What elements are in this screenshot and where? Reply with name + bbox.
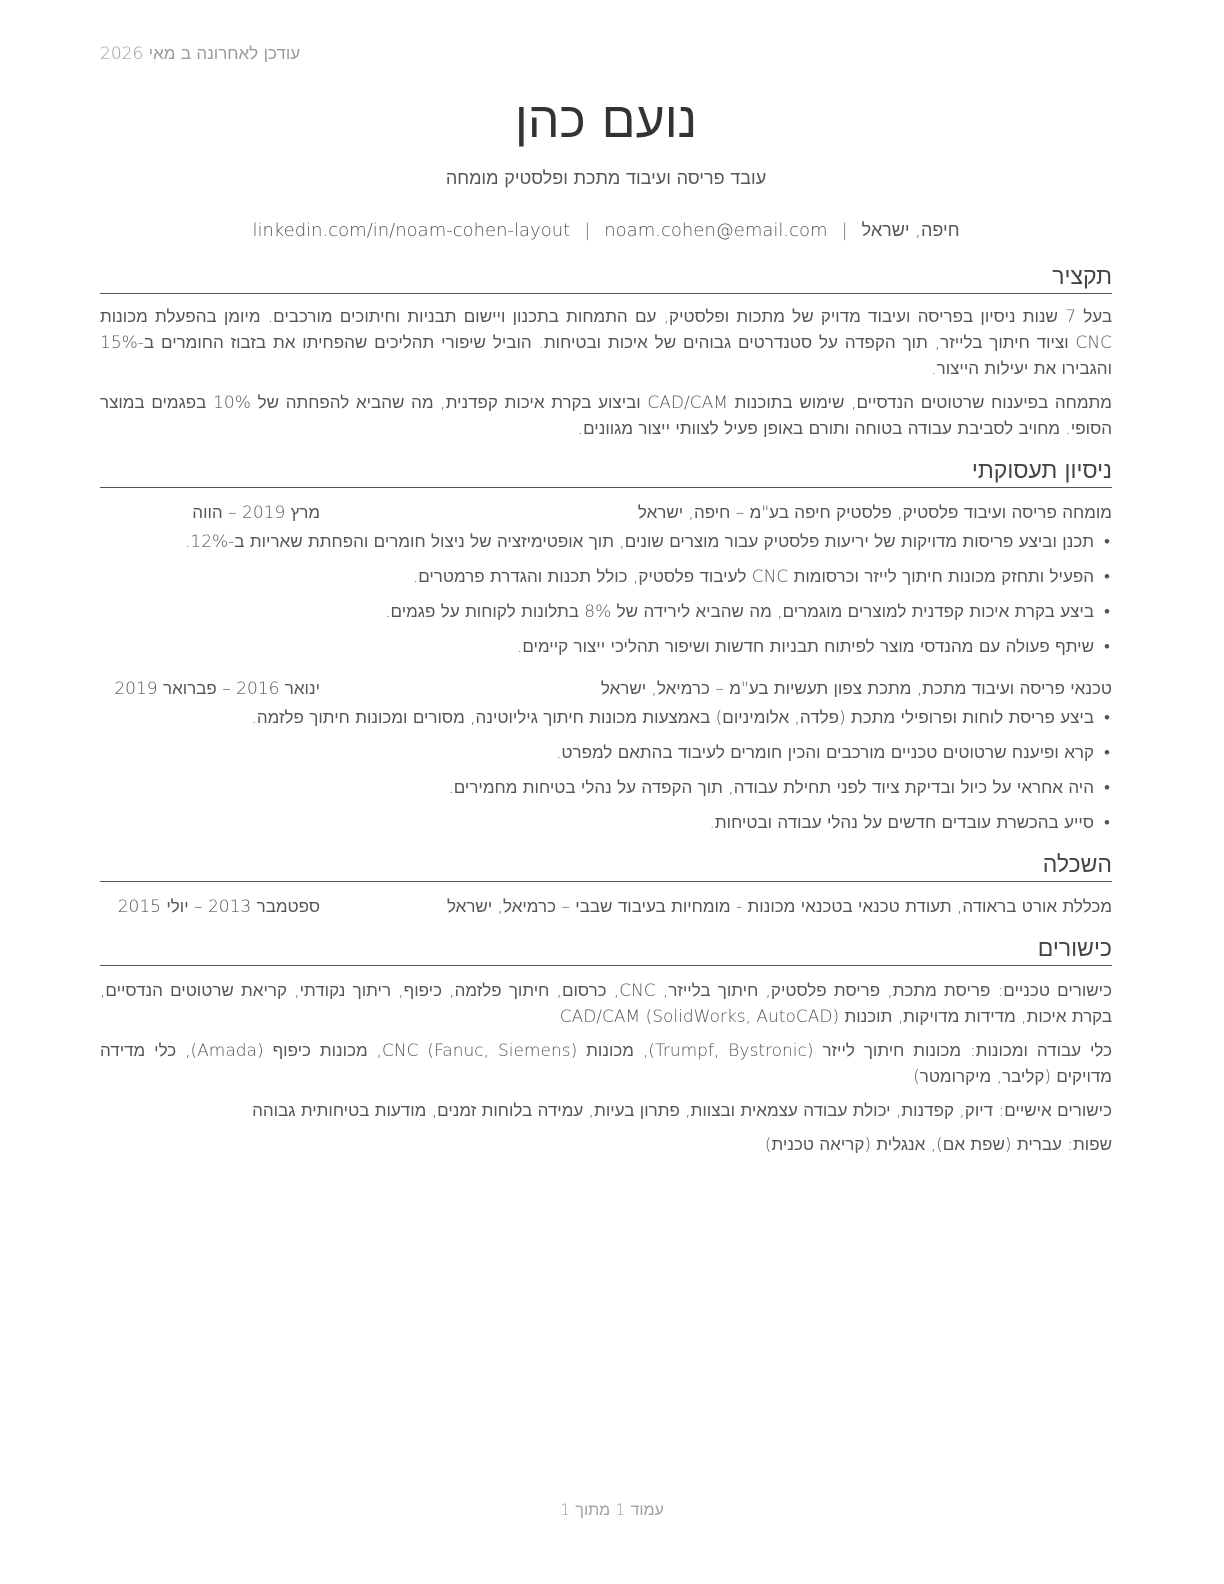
job-bullet: • סייע בהכשרת עובדים חדשים על נהלי עבודה ובטיחות.	[100, 810, 1112, 836]
job-bullet-list	[100, 529, 1112, 660]
job-bullet-list	[100, 705, 1112, 836]
education-heading: מכללת אורט בראודה, תעודת טכנאי בטכנאי מכונות - מומחיות בעיבוד שבבי – כרמיאל, ישראל	[447, 897, 1112, 917]
bullet-dot-icon: •	[1104, 813, 1110, 833]
job-heading: טכנאי פריסה ועיבוד מתכת, מתכת צפון תעשיות בע"מ – כרמיאל, ישראל	[600, 679, 1112, 699]
contact-line	[100, 218, 1112, 244]
job-header	[100, 676, 1112, 702]
job-dates: ינואר 2016 – פברואר 2019	[114, 679, 320, 699]
job-entry	[100, 676, 1112, 836]
contact-linkedin-link[interactable]: linkedin.com/in/noam-cohen-layout	[252, 220, 571, 241]
bullet-dot-icon: •	[1104, 567, 1110, 587]
job-bullet: • ביצע פריסת לוחות ופרופילי מתכת (פלדה, אלומיניום) באמצעות מכונות חיתוך גיליוטינה, מסורים ומכונות חיתוך פלזמה.	[100, 705, 1112, 731]
summary-paragraph: מתמחה בפיענוח שרטוטים הנדסיים, שימוש בתוכנות CAD/CAM וביצוע בקרת איכות קפדנית, מה שהביא להפחתה של 10% בפגמים במוצר הסופי. מחויב לסביבת עבודה בטוחה ותורם באופן פעיל לצוותי ייצור מגוונים.	[100, 393, 1112, 439]
section-title-experience: ניסיון תעסוקתי	[100, 456, 1112, 488]
job-bullet: • קרא ופיענח שרטוטים טכניים מורכבים והכין חומרים לעיבוד בהתאם למפרט.	[100, 740, 1112, 766]
bullet-dot-icon: •	[1104, 637, 1110, 657]
job-bullet: • שיתף פעולה עם מהנדסי מוצר לפיתוח תבניות חדשות ושיפור תהליכי ייצור קיימים.	[100, 634, 1112, 660]
contact-email-link[interactable]: noam.cohen@email.com	[604, 220, 828, 241]
bullet-dot-icon: •	[1104, 778, 1110, 798]
contact-separator: |	[841, 220, 848, 241]
job-dates: מרץ 2019 – הווה	[192, 503, 320, 523]
page-number: עמוד 1 מתוך 1	[560, 1500, 664, 1519]
candidate-name: נועם כהן	[514, 91, 698, 149]
section-title-summary: תקציר	[100, 262, 1112, 294]
skills-list	[100, 978, 1112, 1158]
education-header	[100, 894, 1112, 920]
job-header	[100, 500, 1112, 526]
contact-location: חיפה, ישראל	[861, 220, 960, 241]
last-updated-date: עודכן לאחרונה ב מאי 2026	[100, 44, 301, 64]
candidate-title: עובד פריסה ועיבוד מתכת ופלסטיק מומחה	[445, 168, 767, 189]
skills-languages: שפות: עברית (שפת אם), אנגלית (קריאה טכנית)	[764, 1135, 1112, 1155]
bullet-dot-icon: •	[1104, 532, 1110, 552]
skills-technical: כישורים טכניים: פריסת מתכת, פריסת פלסטיק, חיתוך בלייזר, CNC, כרסום, חיתוך פלזמה, כיפוף, ריתוך נקודתי, קריאת שרטוטים הנדסיים, בקרת איכות, מדידות מדויקות, תוכנות CAD/CAM (SolidWorks, AutoCAD)	[100, 981, 1112, 1027]
job-bullet: • היה אחראי על כיול ובדיקת ציוד לפני תחילת עבודה, תוך הקפדה על נהלי בטיחות מחמירים.	[100, 775, 1112, 801]
education-entry	[100, 894, 1112, 920]
job-bullet: • ביצע בקרת איכות קפדנית למוצרים מוגמרים, מה שהביא לירידה של 8% בתלונות לקוחות על פגמים.	[100, 599, 1112, 625]
summary-paragraph: בעל 7 שנות ניסיון בפריסה ועיבוד מדויק של מתכות ופלסטיק, עם התמחות בתכנון ויישום תבניות וחיתוכים מורכבים. מיומן בהפעלת מכונות CNC וציוד חיתוך בלייזר, תוך הקפדה על סטנדרטים גבוהים של איכות ובטיחות. הוביל שיפורי תהליכים שהפחיתו את בזבוז החומרים ב-15% והגבירו את יעילות הייצור.	[100, 307, 1112, 379]
skills-personal: כישורים אישיים: דיוק, קפדנות, יכולת עבודה עצמאית ובצוות, פתרון בעיות, עמידה בלוחות זמנים, מודעות בטיחותית גבוהה	[252, 1101, 1112, 1121]
skills-tools: כלי עבודה ומכונות: מכונות חיתוך לייזר (Trumpf, Bystronic), מכונות CNC (Fanuc, Siemens), מכונות כיפוף (Amada), כלי מדידה מדויקים (קליבר, מיקרומטר)	[100, 1041, 1113, 1087]
bullet-dot-icon: •	[1104, 743, 1110, 763]
resume-page	[100, 88, 1112, 1158]
section-title-education: השכלה	[100, 850, 1112, 882]
section-title-skills: כישורים	[100, 934, 1112, 966]
bullet-dot-icon: •	[1104, 602, 1110, 622]
contact-separator: |	[584, 220, 591, 241]
job-heading: מומחה פריסה ועיבוד פלסטיק, פלסטיק חיפה בע"מ – חיפה, ישראל	[637, 503, 1112, 523]
job-bullet: • תכנן וביצע פריסות מדויקות של יריעות פלסטיק עבור מוצרים שונים, תוך אופטימיזציה של ניצול חומרים והפחתת שאריות ב-12%.	[100, 529, 1112, 555]
job-entry	[100, 500, 1112, 660]
bullet-dot-icon: •	[1104, 708, 1110, 728]
job-bullet: • הפעיל ותחזק מכונות חיתוך לייזר וכרסומות CNC לעיבוד פלסטיק, כולל תכנות והגדרת פרמטרים.	[100, 564, 1112, 590]
education-dates: ספטמבר 2013 – יולי 2015	[117, 897, 320, 917]
